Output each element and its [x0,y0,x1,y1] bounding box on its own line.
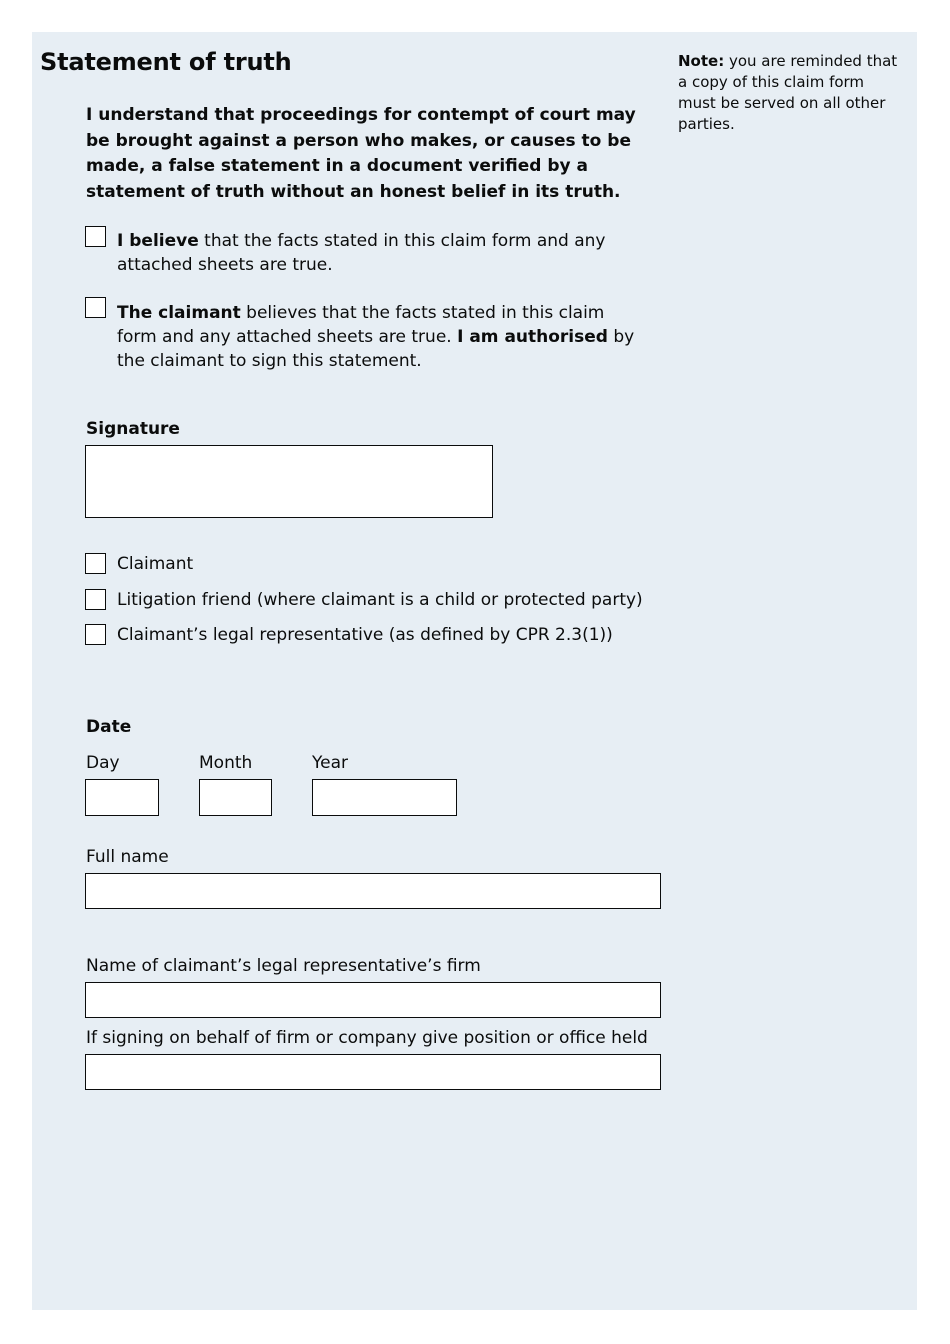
i-believe-text: that the facts stated in this claim form and any attached sheets are true. [117,231,606,275]
firm-name-label: Name of claimant’s legal representative’s firm [86,956,481,976]
authorised-bold: I am authorised [457,327,608,347]
full-name-label: Full name [86,847,169,867]
role-claimant-checkbox[interactable] [85,553,106,574]
note-label: Note: [678,52,725,70]
note-body: you are reminded that a copy of this claim form must be served on all other parties. [678,52,898,133]
i-believe-bold: I believe [117,231,199,251]
authorised-text: by the claimant to sign this statement. [117,327,635,371]
i-believe-statement [117,229,647,277]
year-field[interactable] [312,779,457,816]
firm-name-field[interactable] [85,982,661,1018]
role-litigation-friend-checkbox[interactable] [85,589,106,610]
position-field[interactable] [85,1054,661,1090]
i-believe-checkbox[interactable] [85,226,106,247]
date-label: Date [86,717,132,737]
signature-label: Signature [86,419,180,439]
claimant-believes-checkbox[interactable] [85,297,106,318]
form-panel [32,32,917,1310]
claimant-believes-statement [117,301,647,373]
page-title: Statement of truth [40,48,292,76]
full-name-field[interactable] [85,873,661,909]
role-claimant-label: Claimant [117,554,194,574]
day-label: Day [86,753,120,773]
signature-field[interactable] [85,445,493,518]
role-legal-representative-checkbox[interactable] [85,624,106,645]
month-field[interactable] [199,779,272,816]
position-label: If signing on behalf of firm or company give position or office held [86,1028,648,1048]
claimant-believes-text: believes that the facts stated in this claim form and any attached sheets are true. [117,303,605,347]
contempt-warning: I understand that proceedings for contempt of court may be brought against a person who makes, or causes to be made, a false statement in a document verified by a statement of truth without an honest belief in its truth. [86,105,636,202]
month-label: Month [199,753,253,773]
day-field[interactable] [85,779,159,816]
note-text [678,51,906,135]
year-label: Year [312,753,348,773]
claimant-believes-bold: The claimant [117,303,241,323]
role-litigation-friend-label: Litigation friend (where claimant is a child or protected party) [117,590,643,610]
role-legal-representative-label: Claimant’s legal representative (as defined by CPR 2.3(1)) [117,625,613,645]
